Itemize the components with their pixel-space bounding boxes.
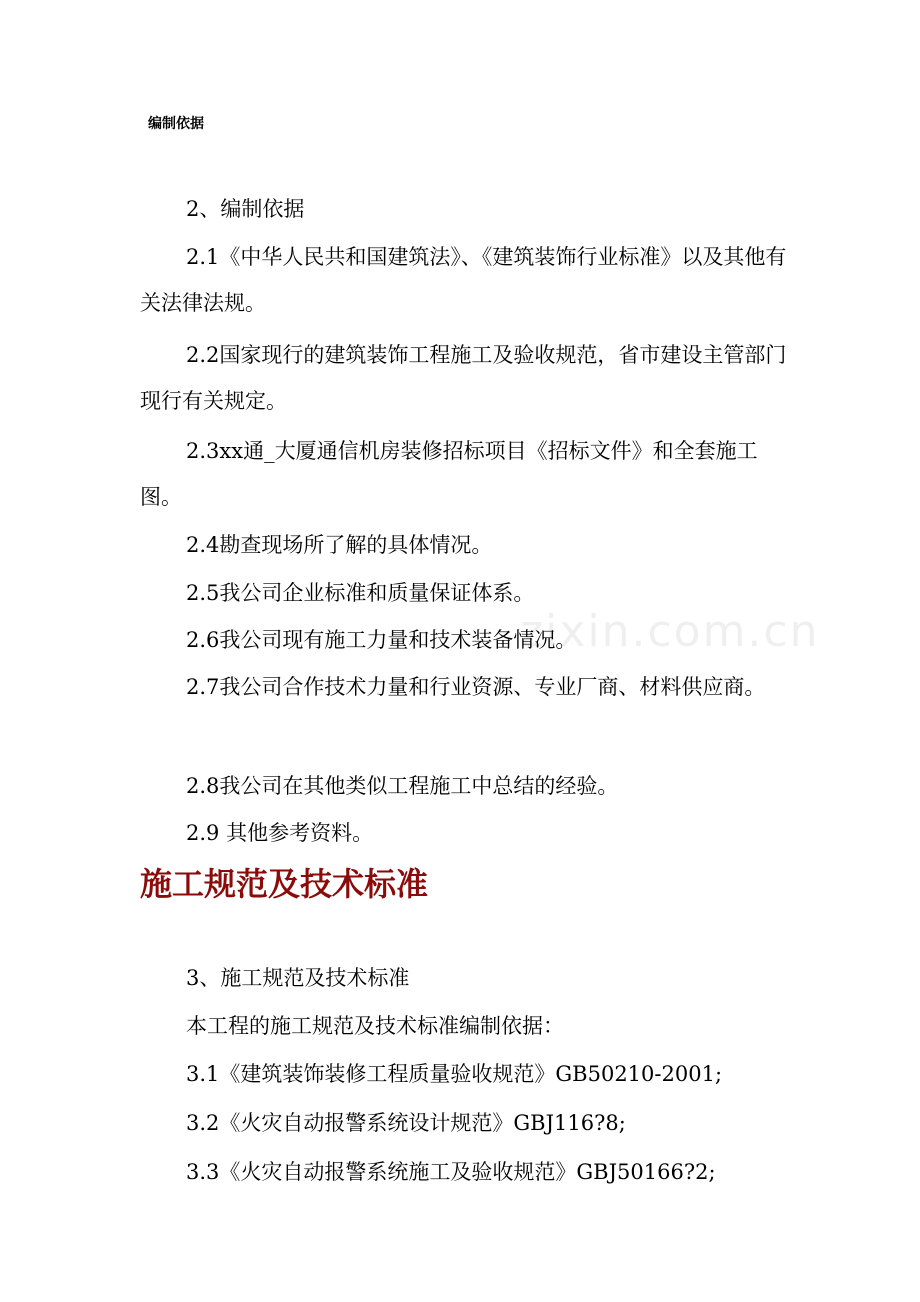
list-item: 3.1《建筑装饰装修工程质量验收规范》GB50210-2001; bbox=[186, 1062, 723, 1086]
list-item: 2.1《中华人民共和国建筑法》、《建筑装饰行业标准》以及其他有关法律法规。 bbox=[140, 245, 787, 315]
section-3-title: 3、施工规范及技术标准 bbox=[186, 966, 410, 990]
section-heading: 施工规范及技术标准 bbox=[140, 865, 429, 903]
list-item: 2.4勘查现场所了解的具体情况。 bbox=[186, 533, 493, 557]
list-item: 2.6我公司现有施工力量和技术装备情况。 bbox=[186, 628, 577, 652]
list-item: 2.3xx通_大厦通信机房装修招标项目《招标文件》和全套施工图。 bbox=[140, 439, 758, 509]
section-3-intro: 本工程的施工规范及技术标准编制依据： bbox=[186, 1014, 564, 1038]
list-item: 2.8我公司在其他类似工程施工中总结的经验。 bbox=[186, 774, 619, 798]
list-item: 2.9 其他参考资料。 bbox=[186, 821, 374, 845]
list-item: 2.2国家现行的建筑装饰工程施工及验收规范，省市建设主管部门现行有关规定。 bbox=[140, 343, 787, 413]
list-item: 3.3《火灾自动报警系统施工及验收规范》GBJ50166?2; bbox=[186, 1160, 716, 1184]
list-item: 3.2《火灾自动报警系统设计规范》GBJ116?8; bbox=[186, 1111, 626, 1135]
list-item: 2.7我公司合作技术力量和行业资源、专业厂商、材料供应商。 bbox=[186, 675, 766, 699]
section-2-title: 2、编制依据 bbox=[186, 197, 305, 221]
watermark: zixin.com.cn bbox=[520, 606, 820, 657]
list-item: 2.5我公司企业标准和质量保证体系。 bbox=[186, 581, 535, 605]
small-heading: 编制依据 bbox=[148, 116, 204, 132]
